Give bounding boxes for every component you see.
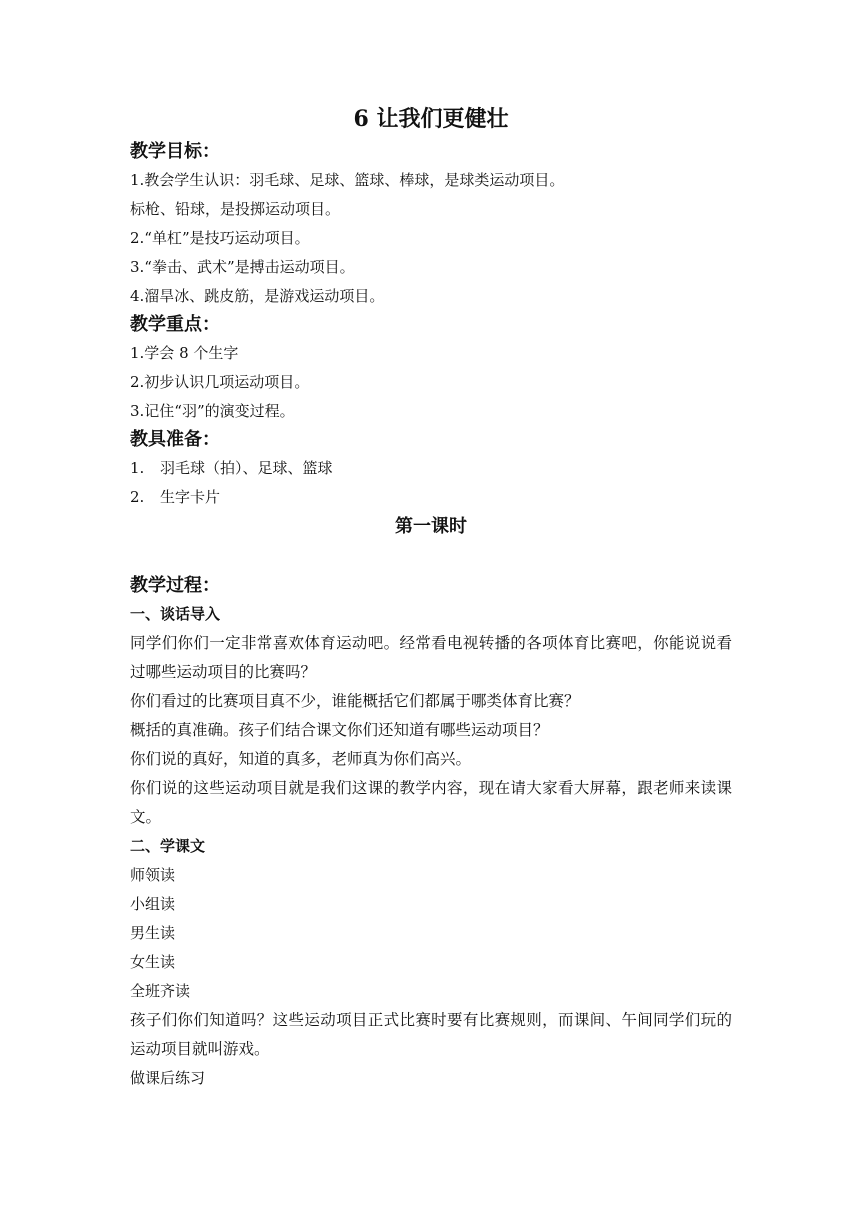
- goal-item: 1.教会学生认识：羽毛球、足球、篮球、棒球，是球类运动项目。: [130, 171, 565, 189]
- tool-item: [130, 483, 732, 512]
- goal-item: 2.“单杠”是技巧运动项目。: [130, 229, 310, 247]
- reading-step: 师领读: [130, 866, 176, 884]
- section-teaching-tools: [130, 426, 732, 512]
- part2-heading: 二、学课文: [130, 837, 206, 855]
- key-point-item: 3.记住“羽”的演变过程。: [130, 402, 295, 420]
- key-point-item: 1.学会 8 个生字: [130, 344, 239, 362]
- goals-heading: 教学目标：: [130, 141, 220, 162]
- section-teaching-goals: [130, 138, 732, 311]
- key-points-heading: 教学重点：: [130, 314, 220, 335]
- closing-line: 做课后练习: [130, 1069, 206, 1087]
- tools-heading: 教具准备：: [130, 429, 220, 450]
- section-teaching-key-points: [130, 311, 732, 426]
- spacer: [130, 542, 732, 572]
- reading-step: 女生读: [130, 953, 176, 971]
- paragraph: 同学们你们一定非常喜欢体育运动吧。经常看电视转播的各项体育比赛吧，你能说说看过哪些运动项目的比赛吗？: [130, 634, 732, 681]
- reading-step: 小组读: [130, 895, 176, 913]
- goal-item: 3.“拳击、武术”是搏击运动项目。: [130, 258, 355, 276]
- goal-item: 标枪、铅球，是投掷运动项目。: [130, 200, 341, 218]
- part1-heading: 一、谈话导入: [130, 605, 221, 623]
- tool-item-number: 2.: [130, 488, 145, 506]
- process-heading: 教学过程：: [130, 575, 220, 596]
- document-title: 6 让我们更健壮: [353, 106, 509, 132]
- paragraph: 概括的真准确。孩子们结合课文你们还知道有哪些运动项目？: [130, 721, 549, 739]
- tool-item-text: 生字卡片: [160, 488, 221, 506]
- key-point-item: 2.初步认识几项运动项目。: [130, 373, 310, 391]
- reading-step: 男生读: [130, 924, 176, 942]
- reading-step: 全班齐读: [130, 982, 191, 1000]
- document-page: [130, 100, 732, 1093]
- lesson-heading: 第一课时: [395, 516, 467, 537]
- tool-item: [130, 454, 732, 483]
- section-teaching-process: [130, 572, 732, 1093]
- paragraph: 你们说的这些运动项目就是我们这课的教学内容，现在请大家看大屏幕，跟老师来读课文。: [130, 779, 732, 826]
- tool-item-number: 1.: [130, 459, 145, 477]
- tool-item-text: 羽毛球（拍）、足球、篮球: [160, 459, 333, 477]
- paragraph: 你们说的真好，知道的真多，老师真为你们高兴。: [130, 750, 472, 768]
- goal-item: 4.溜旱冰、跳皮筋，是游戏运动项目。: [130, 287, 385, 305]
- paragraph: 你们看过的比赛项目真不少，谁能概括它们都属于哪类体育比赛？: [130, 692, 580, 710]
- paragraph: 孩子们你们知道吗？这些运动项目正式比赛时要有比赛规则，而课间、午间同学们玩的运动项目就叫游戏。: [130, 1011, 732, 1058]
